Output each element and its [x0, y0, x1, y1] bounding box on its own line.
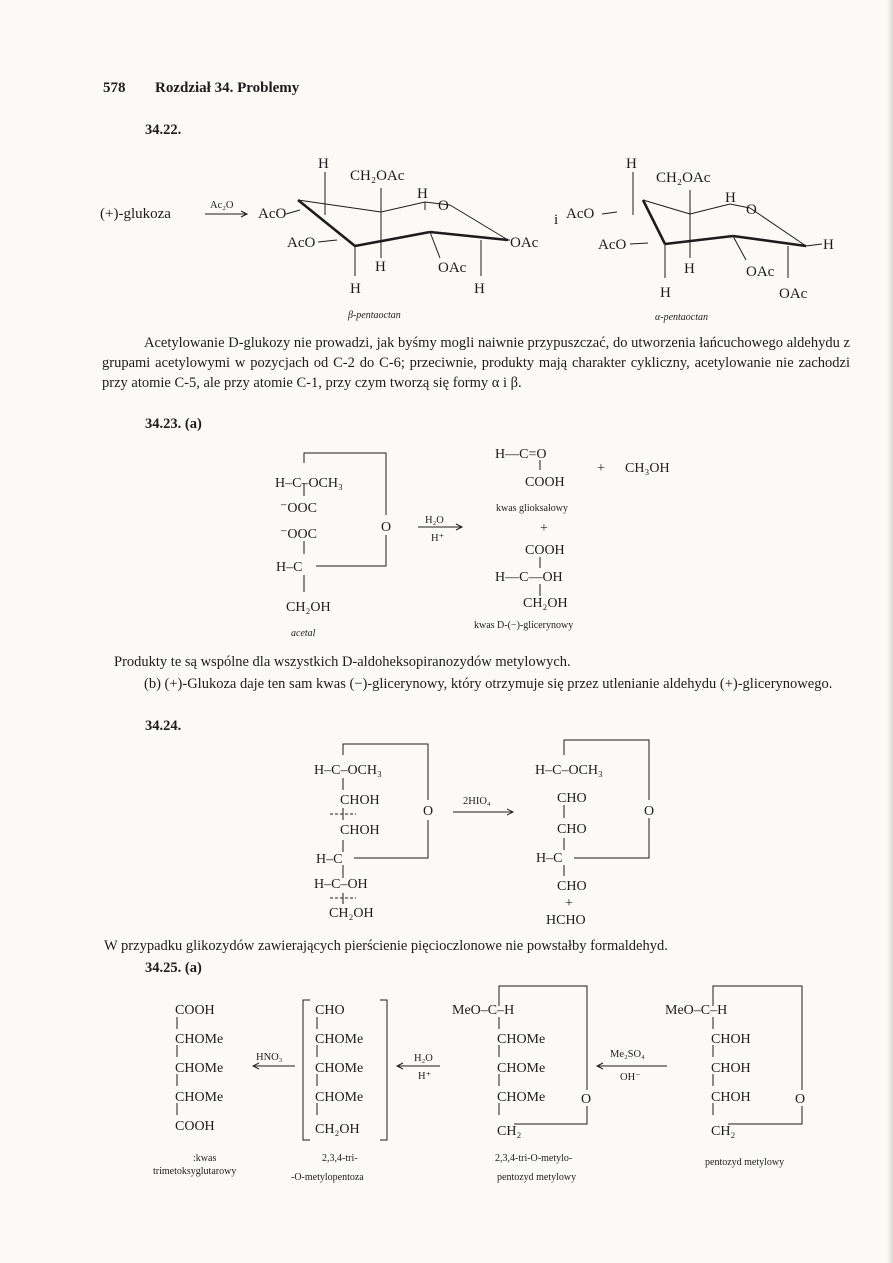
trimethoxyglutaric-acid	[153, 1003, 236, 1177]
s2-row3: CHOMe	[315, 1061, 364, 1076]
s4-row2: CHOH	[711, 1032, 751, 1047]
s2-row4: CHOMe	[315, 1090, 364, 1105]
left-row4: H‒C	[316, 852, 343, 867]
reagent-h-plus: H⁺	[431, 533, 445, 544]
s2-row1: CHO	[315, 1003, 345, 1018]
alpha-oac-c2: OAc	[746, 264, 775, 280]
right-row3: CHO	[557, 822, 587, 837]
s3-caption-1: 2,3,4-tri-O-metylo-	[495, 1153, 573, 1164]
right-ring-oxygen: O	[644, 804, 655, 819]
s1-row2: CHOMe	[175, 1032, 224, 1047]
s1-caption-1: :kwas	[193, 1153, 217, 1164]
right-row1: H‒C‒OCH₃	[535, 763, 603, 778]
alpha-h-c5: H	[725, 190, 736, 206]
acetal-row5: CH₂OH	[286, 600, 331, 615]
s1-row3: CHOMe	[175, 1061, 224, 1076]
beta-h-c3: H	[375, 259, 386, 275]
glyceric-row1: COOH	[525, 543, 565, 558]
s3-row4: CHOMe	[497, 1090, 546, 1105]
plus-sign-2: +	[540, 521, 548, 536]
acetal-ring-oxygen: O	[381, 520, 392, 535]
beta-caption: β-pentaoctan	[348, 310, 401, 321]
methyl-pentoside-trimethyl	[452, 986, 591, 1183]
beta-h-bottom-left: H	[350, 281, 361, 297]
problem-number-34-25: 34.25. (a)	[145, 960, 202, 976]
paragraph-34-23-a: Produkty te są wspólne dla wszystkich D-aldoheksopiranozydów metylowych.	[114, 654, 571, 670]
acetal-row2: ⁻OOC	[280, 501, 317, 516]
left-row1: H‒C‒OCH₃	[314, 763, 382, 778]
running-head: Rozdział 34. Problemy	[155, 80, 300, 96]
s2-caption-1: 2,3,4-tri-	[322, 1153, 358, 1164]
s1-row4: CHOMe	[175, 1090, 224, 1105]
s4-row4: CHOH	[711, 1090, 751, 1105]
left-row6: CH₂OH	[329, 906, 374, 921]
alpha-oac-bottom: OAc	[779, 286, 808, 302]
beta-h-top: H	[318, 156, 329, 172]
beta-h-bottom-right: H	[474, 281, 485, 297]
left-row5: H‒C‒OH	[314, 877, 368, 892]
alpha-ch2oac: CH₂OAc	[656, 170, 711, 186]
beta-oac-c1: OAc	[510, 235, 539, 251]
s3-row3: CHOMe	[497, 1061, 546, 1076]
right-row4: H‒C	[536, 851, 563, 866]
alpha-ring-oxygen: O	[746, 202, 757, 218]
s4-ring-oxygen: O	[795, 1092, 806, 1107]
left-row3: CHOH	[340, 823, 380, 838]
problem-number-34-24: 34.24.	[145, 718, 182, 734]
acetal-row4: H‒C	[276, 560, 303, 575]
s2-row5: CH₂OH	[315, 1122, 360, 1137]
s3-row1: MeO‒C‒H	[452, 1003, 515, 1018]
beta-h-c5: H	[417, 186, 428, 202]
s1-row5: COOH	[175, 1119, 215, 1134]
paragraph-34-22: Acetylowanie D-glukozy nie prowadzi, jak byśmy mogli naiwnie przypuszczać, do utworzenia łańcuchowego aldehydu z grupami acetylowymi w pozycjach od C-2 do C-6; przeciwnie, produkty mają charakter cykliczny, acetylowanie nie zachodzi przy atomie C-5, ale przy atomie C-1, przy czym tworzą się formy α i β.	[102, 335, 850, 391]
trimethylpentose	[291, 1000, 387, 1183]
methanol: CH₃OH	[625, 461, 670, 476]
right-plus: +	[565, 896, 573, 911]
glyoxylic-row2: COOH	[525, 475, 565, 490]
right-row5: CHO	[557, 879, 587, 894]
s4-row3: CHOH	[711, 1061, 751, 1076]
paragraph-34-23-b: (b) (+)-Glukoza daje ten sam kwas (−)-glicerynowy, który otrzymuje się przez utlenianie aldehydu (+)-glicerynowego.	[144, 676, 833, 692]
right-row6: HCHO	[546, 913, 586, 928]
beta-aco-2: AcO	[287, 235, 316, 251]
alpha-caption: α-pentaoctan	[655, 312, 709, 323]
glyoxylic-row1: H—C=O	[495, 447, 547, 462]
beta-oac-c2: OAc	[438, 260, 467, 276]
and-conjunction: i	[554, 212, 559, 228]
reagent-ac2o: Ac₂O	[210, 200, 234, 211]
s1-caption-2: trimetoksyglutarowy	[153, 1166, 237, 1177]
paragraph-34-24: W przypadku glikozydów zawierających pierścienie pięcioczlonowe nie powstałby formaldehyd.	[104, 938, 668, 954]
beta-ring-oxygen: O	[438, 198, 449, 214]
plus-sign-1: +	[597, 461, 605, 476]
glyceric-caption: kwas D-(−)-glicerynowy	[474, 620, 574, 631]
alpha-h-c1: H	[823, 237, 834, 253]
reagent-hio4: 2HIO₄	[463, 796, 491, 807]
s4-row1: MeO‒C‒H	[665, 1003, 728, 1018]
alpha-h-bottom-left: H	[660, 285, 671, 301]
arrow1-hno3: HNO₃	[256, 1052, 283, 1063]
s4-caption-1: pentozyd metylowy	[705, 1157, 785, 1168]
s1-row1: COOH	[175, 1003, 215, 1018]
acetal-caption: acetal	[291, 628, 316, 639]
alpha-h-c3: H	[684, 261, 695, 277]
left-row2: CHOH	[340, 793, 380, 808]
left-ring-oxygen: O	[423, 804, 434, 819]
alpha-aco-1: AcO	[566, 206, 595, 222]
arrow2-h2o: H₂O	[414, 1053, 433, 1064]
reactant-glucose: (+)-glukoza	[100, 206, 171, 222]
s3-row2: CHOMe	[497, 1032, 546, 1047]
problem-number-34-22: 34.22.	[145, 122, 182, 138]
arrow2-h-plus: H⁺	[418, 1071, 432, 1082]
page-number: 578	[103, 80, 126, 96]
glyoxylic-caption: kwas glioksalowy	[496, 503, 568, 514]
s3-caption-2: pentozyd metylowy	[497, 1172, 577, 1183]
problem-number-34-23: 34.23. (a)	[145, 416, 202, 432]
s3-row5: CH₂	[497, 1124, 522, 1139]
s3-ring-oxygen: O	[581, 1092, 592, 1107]
reagent-h2o: H₂O	[425, 515, 444, 526]
glyceric-row3: CH₂OH	[523, 596, 568, 611]
methyl-pentoside	[665, 986, 805, 1168]
s2-caption-2: -O-metylopentoza	[291, 1172, 364, 1183]
s2-row2: CHOMe	[315, 1032, 364, 1047]
right-row2: CHO	[557, 791, 587, 806]
s4-row5: CH₂	[711, 1124, 736, 1139]
alpha-aco-2: AcO	[598, 237, 627, 253]
acetal-row1: H‒C‒OCH₃	[275, 476, 343, 491]
arrow3-oh-minus: OH⁻	[620, 1072, 641, 1083]
beta-aco-1: AcO	[258, 206, 287, 222]
beta-ch2oac: CH₂OAc	[350, 168, 405, 184]
acetal-row3: ⁻OOC	[280, 527, 317, 542]
alpha-h-top: H	[626, 156, 637, 172]
glyceric-row2: H—C—OH	[495, 570, 563, 585]
arrow3-me2so4: Me₂SO₄	[610, 1049, 645, 1060]
